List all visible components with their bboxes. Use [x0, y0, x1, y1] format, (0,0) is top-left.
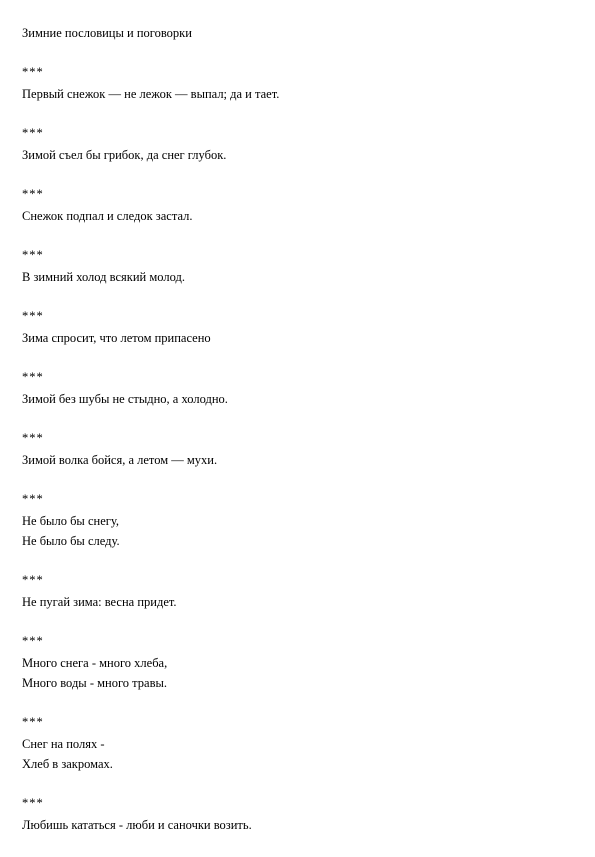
proverb-entry — [22, 796, 572, 835]
proverb-line: Хлеб в закромах. — [22, 757, 113, 771]
proverb-line: Снежок подпал и следок застал. — [22, 209, 193, 223]
proverb-entry — [22, 431, 572, 470]
document-title: Зимние пословицы и поговорки — [22, 26, 192, 40]
separator-asterisks: *** — [22, 715, 44, 729]
proverb-entry — [22, 309, 572, 348]
proverb-entry — [22, 715, 572, 774]
separator-asterisks: *** — [22, 573, 44, 587]
proverb-entry — [22, 370, 572, 409]
separator-asterisks: *** — [22, 370, 44, 384]
proverb-line: Зимой без шубы не стыдно, а холодно. — [22, 392, 228, 406]
proverb-line: Много снега - много хлеба, — [22, 656, 168, 670]
proverb-entry — [22, 492, 572, 551]
separator-asterisks: *** — [22, 126, 44, 140]
separator-asterisks: *** — [22, 65, 44, 79]
separator-asterisks: *** — [22, 492, 44, 506]
proverb-entry — [22, 573, 572, 612]
document-page — [22, 26, 572, 857]
proverb-line: Первый снежок — не лежок — выпал; да и тает. — [22, 87, 280, 101]
proverb-list — [22, 65, 572, 835]
proverb-entry — [22, 634, 572, 693]
proverb-line: Не было бы снегу, — [22, 514, 119, 528]
proverb-line: Зимой волка бойся, а летом — мухи. — [22, 453, 218, 467]
proverb-line: Не пугай зима: весна придет. — [22, 595, 177, 609]
separator-asterisks: *** — [22, 187, 44, 201]
separator-asterisks: *** — [22, 248, 44, 262]
proverb-entry — [22, 65, 572, 104]
proverb-line: Не было бы следу. — [22, 534, 120, 548]
proverb-line: В зимний холод всякий молод. — [22, 270, 185, 284]
proverb-line: Любишь кататься - люби и саночки возить. — [22, 818, 252, 832]
separator-asterisks: *** — [22, 431, 44, 445]
proverb-line: Много воды - много травы. — [22, 676, 168, 690]
proverb-line: Снег на полях - — [22, 737, 105, 751]
proverb-entry — [22, 248, 572, 287]
separator-asterisks: *** — [22, 634, 44, 648]
separator-asterisks: *** — [22, 309, 44, 323]
proverb-line: Зимой съел бы грибок, да снег глубок. — [22, 148, 227, 162]
proverb-entry — [22, 126, 572, 165]
separator-asterisks: *** — [22, 796, 44, 810]
proverb-entry — [22, 187, 572, 226]
proverb-line: Зима спросит, что летом припасено — [22, 331, 211, 345]
